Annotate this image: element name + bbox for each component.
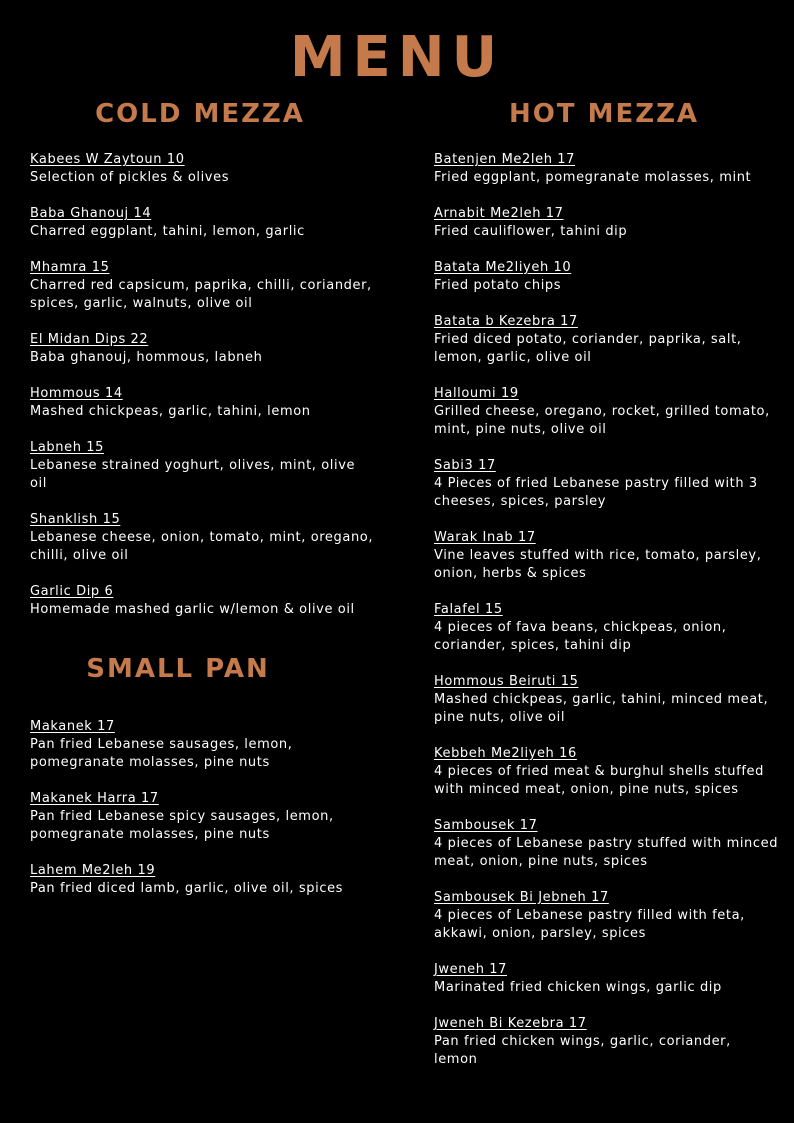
menu-item-name: Jweneh Bi Kezebra 17	[434, 1016, 587, 1031]
menu-item	[30, 205, 375, 241]
menu-item-name: Jweneh 17	[434, 962, 508, 977]
menu-item-name: Mhamra 15	[30, 260, 110, 275]
menu-item-description: Charred red capsicum, paprika, chilli, coriander, spices, garlic, walnuts, olive oil	[30, 278, 372, 311]
menu-item-description: Fried diced potato, coriander, paprika, salt, lemon, garlic, olive oil	[434, 332, 742, 365]
menu-item	[434, 673, 779, 727]
menu-item	[30, 259, 375, 313]
menu-item	[434, 259, 779, 295]
menu-item-name: Sambousek 17	[434, 818, 538, 833]
menu-item	[30, 331, 375, 367]
small-pan-heading: SMALL PAN	[86, 654, 270, 684]
menu-item-name: Batata Me2liyeh 10	[434, 260, 572, 275]
menu-item-name: Makanek Harra 17	[30, 791, 159, 806]
menu-item-description: Vine leaves stuffed with rice, tomato, parsley, onion, herbs & spices	[434, 548, 762, 581]
menu-item	[434, 385, 779, 439]
menu-item-description: Lebanese strained yoghurt, olives, mint, olive oil	[30, 458, 356, 491]
page-title: MENU	[289, 25, 505, 90]
menu-item	[30, 790, 375, 844]
menu-item-name: Hommous 14	[30, 386, 123, 401]
menu-item-description: Marinated fried chicken wings, garlic dip	[434, 980, 722, 995]
menu-item-name: Garlic Dip 6	[30, 584, 114, 599]
menu-item-name: Sabi3 17	[434, 458, 496, 473]
menu-item	[434, 889, 779, 943]
menu-item-name: Sambousek Bi Jebneh 17	[434, 890, 609, 905]
menu-item-description: Fried potato chips	[434, 278, 562, 293]
menu-item	[30, 511, 375, 565]
menu-item-description: Homemade mashed garlic w/lemon & olive oil	[30, 602, 355, 617]
menu-item	[434, 961, 779, 997]
menu-item-name: Warak Inab 17	[434, 530, 536, 545]
menu-item	[30, 862, 375, 898]
hot-mezza-list	[434, 151, 779, 1087]
menu-item-name: Kebbeh Me2liyeh 16	[434, 746, 577, 761]
menu-item-description: Pan fried Lebanese spicy sausages, lemon, pomegranate molasses, pine nuts	[30, 809, 334, 842]
menu-item-description: 4 Pieces of fried Lebanese pastry filled with 3 cheeses, spices, parsley	[434, 476, 758, 509]
menu-item-description: Mashed chickpeas, garlic, tahini, minced meat, pine nuts, olive oil	[434, 692, 769, 725]
menu-item	[434, 205, 779, 241]
menu-item	[30, 718, 375, 772]
menu-item-description: Baba ghanouj, hommous, labneh	[30, 350, 263, 365]
menu-item	[30, 385, 375, 421]
hot-mezza-heading: HOT MEZZA	[508, 99, 700, 129]
menu-item	[434, 1015, 779, 1069]
menu-item-description: Pan fried diced lamb, garlic, olive oil, spices	[30, 881, 344, 896]
menu-item-description: Charred eggplant, tahini, lemon, garlic	[30, 224, 305, 239]
menu-item-description: Grilled cheese, oregano, rocket, grilled tomato, mint, pine nuts, olive oil	[434, 404, 770, 437]
menu-item-description: Fried cauliflower, tahini dip	[434, 224, 628, 239]
menu-item-description: Pan fried Lebanese sausages, lemon, pomegranate molasses, pine nuts	[30, 737, 293, 770]
menu-item-name: Makanek 17	[30, 719, 115, 734]
menu-item-name: Hommous Beiruti 15	[434, 674, 579, 689]
menu-item-description: Fried eggplant, pomegranate molasses, mint	[434, 170, 752, 185]
menu-item-name: Baba Ghanouj 14	[30, 206, 152, 221]
menu-item-name: Lahem Me2leh 19	[30, 863, 156, 878]
menu-item	[434, 529, 779, 583]
menu-item	[434, 817, 779, 871]
cold-mezza-heading: COLD MEZZA	[95, 99, 305, 129]
menu-item	[434, 151, 779, 187]
menu-item-name: Halloumi 19	[434, 386, 519, 401]
menu-item-description: Lebanese cheese, onion, tomato, mint, oregano, chilli, olive oil	[30, 530, 374, 563]
menu-item-description: Pan fried chicken wings, garlic, coriander, lemon	[434, 1034, 731, 1067]
menu-item-description: Selection of pickles & olives	[30, 170, 230, 185]
menu-item	[434, 313, 779, 367]
menu-item-name: Arnabit Me2leh 17	[434, 206, 564, 221]
menu-item-name: Batata b Kezebra 17	[434, 314, 578, 329]
cold-mezza-list	[30, 151, 375, 637]
menu-item	[434, 457, 779, 511]
menu-item-name: Batenjen Me2leh 17	[434, 152, 576, 167]
menu-item	[30, 439, 375, 493]
menu-item	[30, 151, 375, 187]
menu-item-name: Kabees W Zaytoun 10	[30, 152, 185, 167]
menu-item-description: Mashed chickpeas, garlic, tahini, lemon	[30, 404, 311, 419]
menu-item	[434, 601, 779, 655]
menu-item-description: 4 pieces of fava beans, chickpeas, onion, coriander, spices, tahini dip	[434, 620, 727, 653]
menu-item-name: El Midan Dips 22	[30, 332, 149, 347]
menu-item	[30, 583, 375, 619]
small-pan-list	[30, 718, 375, 916]
menu-item	[434, 745, 779, 799]
menu-item-description: 4 pieces of fried meat & burghul shells stuffed with minced meat, onion, pine nuts, spices	[434, 764, 764, 797]
menu-item-description: 4 pieces of Lebanese pastry stuffed with minced meat, onion, pine nuts, spices	[434, 836, 779, 869]
menu-item-description: 4 pieces of Lebanese pastry filled with feta, akkawi, onion, parsley, spices	[434, 908, 745, 941]
menu-item-name: Falafel 15	[434, 602, 503, 617]
menu-item-name: Shanklish 15	[30, 512, 121, 527]
menu-item-name: Labneh 15	[30, 440, 105, 455]
